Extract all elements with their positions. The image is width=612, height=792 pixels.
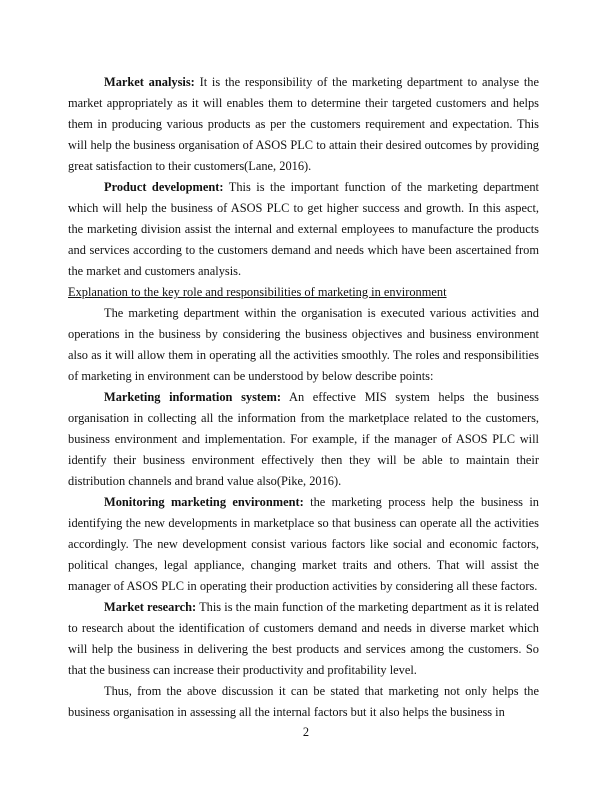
paragraph-mis [68, 387, 539, 492]
paragraph-text-market-analysis: It is the responsibility of the marketing department to analyse the market appropriately as it will enables them to determine their targeted customers and helps them in producing various products as per the customers requirement and expectation. This will help the business organisation of ASOS PLC to attain their desired outcomes by providing great satisfaction to their customers(Lane, 2016). [68, 75, 540, 173]
paragraph-text-monitoring: the marketing process help the business in identifying the new developments in marketplace so that business can operate all the activities accordingly. The new development consist various factors like social and economic factors, political changes, legal appliance, changing market traits and others. That will assist the manager of ASOS PLC in operating their production activities by considering all these factors. [68, 495, 539, 593]
paragraph-product-development [68, 177, 539, 282]
paragraph-lead-mis: Marketing information system: [104, 390, 282, 404]
paragraph-text-product-development: This is the important function of the marketing department which will help the business of ASOS PLC to get higher success and growth. In this aspect, the marketing division assist the internal and external employees to manufacture the products and services according to the customers demand and needs which have been ascertained from the market and customers analysis. [68, 180, 539, 278]
page-number: 2 [302, 725, 310, 739]
paragraph-monitoring [68, 492, 539, 597]
paragraph-lead-product-development: Product development: [104, 180, 224, 194]
paragraph-market-research [68, 597, 539, 681]
paragraph-conclusion [68, 681, 539, 723]
paragraph-lead-market-research: Market research: [104, 600, 197, 614]
paragraph-text-mis: An effective MIS system helps the business organisation in collecting all the information from the marketplace related to the customers, business environment and implementation. For example, if the manager of ASOS PLC will identify their business environment effectively then they will be able to maintain their distribution channels and brand value also(Pike, 2016). [68, 390, 539, 488]
section-heading-text: Explanation to the key role and responsibilities of marketing in environment [68, 285, 447, 299]
paragraph-lead-market-analysis: Market analysis: [104, 75, 195, 89]
paragraph-lead-monitoring: Monitoring marketing environment: [104, 495, 304, 509]
paragraph-text-market-research: This is the main function of the marketing department as it is related to research about the identification of customers demand and needs in diverse market which will help the business in delivering the best products and services among the customers. So that the business can increase their productivity and profitability level. [68, 600, 539, 677]
paragraph-market-analysis [68, 72, 539, 177]
paragraph-text-marketing-department: The marketing department within the organisation is executed various activities and operations in the business by considering the business objectives and business environment also as it will allow them in operating all the activities smoothly. The roles and responsibilities of marketing in environment can be understood by below describe points: [68, 306, 539, 383]
paragraph-marketing-department [68, 303, 539, 387]
page-footer [0, 722, 612, 743]
paragraph-text-conclusion: Thus, from the above discussion it can be stated that marketing not only helps the business organisation in assessing all the internal factors but it also helps the business in [68, 684, 539, 719]
section-heading [68, 282, 539, 303]
